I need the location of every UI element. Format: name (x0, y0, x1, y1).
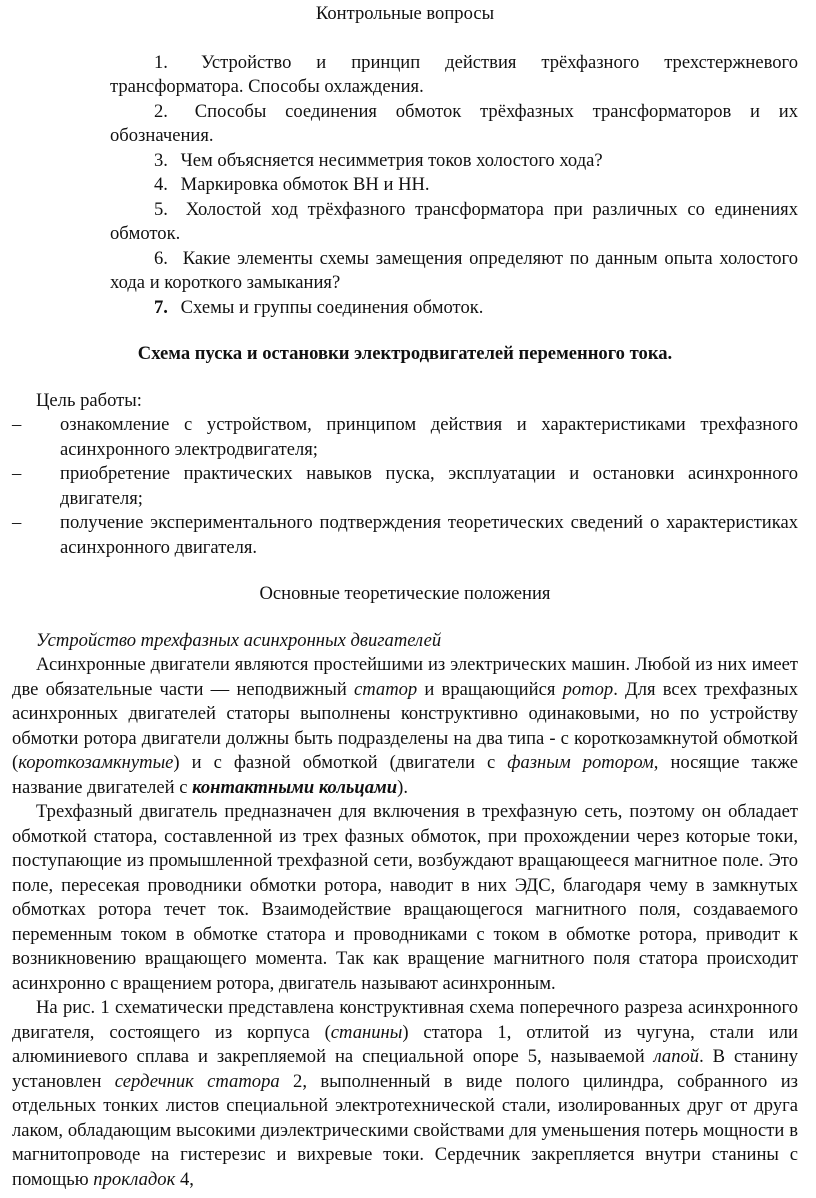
goal-label: Цель работы: (36, 389, 142, 411)
text-run: На рис. 1 схематически представлена конструктивная схема поперечного разреза асинхронного двигателя, состоящего из корпуса ( (12, 997, 798, 1043)
question-item (12, 173, 798, 198)
spacer (12, 367, 798, 389)
goal-item (12, 413, 798, 462)
text-run: . Для всех трехфазных асинхронных двигателей статоры выполнены конструктивно одинаковыми, но по устройству обмотки ротора двигатели должны быть подразделены на два типа - с короткозамкнутой обмоткой ( (12, 678, 798, 773)
questions-heading: Контрольные вопросы (315, 3, 495, 24)
question-number: 1. (154, 51, 168, 73)
text-run: . В станину установлен (12, 1046, 798, 1092)
question-text: Холостой ход трёхфазного трансформатора при различных со единениях обмоток. (110, 198, 798, 244)
spacer (12, 560, 798, 582)
question-item (12, 198, 798, 247)
term-spacers: прокладок (93, 1168, 176, 1190)
question-item (12, 51, 798, 100)
spacer (12, 607, 798, 629)
term-foot: лапой (653, 1046, 700, 1067)
term-slip-rings: контактными кольцами (192, 776, 398, 798)
question-number: 5. (154, 198, 168, 220)
term-rotor: ротор (562, 678, 614, 700)
text-run: ) статора 1, отлитой из чугуна, стали или алюминиевого сплава и закрепляемой на специальной опоре 5, называемой (12, 1021, 798, 1067)
paragraph-1 (12, 653, 798, 800)
question-text: Маркировка обмоток ВН и НН. (180, 174, 430, 195)
question-item (12, 296, 798, 321)
spacer (12, 27, 798, 51)
text-run: 2, выполненный в виде полого цилиндра, собранного из отдельных тонких листов специальной электротехнической стали, изолированных друг от друга лаком, обладающим высокими диэлектрическими свойствами для уменьшения потерь мощности в магнитопроводе на гистерезис и вихревые токи. Сердечник закрепляется внутри станины с помощью (12, 1070, 798, 1190)
text-run: ). (397, 776, 408, 798)
term-frame: станины (330, 1021, 403, 1043)
goal-text: получение экспериментального подтверждения теоретических сведений о характеристиках асинхронного двигателя. (60, 512, 798, 558)
spacer (12, 320, 798, 342)
text-run: 4, (175, 1168, 194, 1190)
paragraph-2: Трехфазный двигатель предназначен для включения в трехфазную сеть, поэтому он обладает обмоткой статора, составленной из трех фазных обмоток, при прохождении через которые токи, поступающие из промышленной трехфазной сети, возбуждают вращающееся магнитное поле. Это поле, пересекая проводники обмотки ротора, наводит в них ЭДС, благодаря чему в замкнутых обмотках ротора течет ток. Взаимодействие вращающегося магнитного поля, создаваемого переменным током в обмотке статора и проводниками с током в обмотке ротора, приводит к возникновению вращающего момента. Так как вращение магнитного поля статора происходит асинхронно с вращением ротора, двигатель называют асинхронным. (12, 801, 798, 994)
question-number: 2. (154, 100, 168, 122)
term-stator-core: сердечник статора (114, 1070, 280, 1092)
goals-list (12, 413, 798, 560)
goal-text: ознакомление с устройством, принципом действия и характеристиками трехфазного асинхронного электродвигателя; (60, 414, 798, 460)
text-run: и вращающийся (417, 678, 563, 700)
term-wound-rotor: фазным ротором (507, 752, 654, 773)
text-run: , носящие также название двигателей с (12, 752, 799, 798)
question-number: 6. (154, 247, 168, 269)
question-number: 3. (154, 149, 168, 171)
question-item (12, 100, 798, 149)
question-text: Схемы и группы соединения обмоток. (180, 296, 484, 318)
questions-list (12, 51, 798, 321)
subsection-title: Устройство трехфазных асинхронных двигателей (36, 629, 442, 651)
section-title: Основные теоретические положения (259, 583, 551, 604)
term-stator: статор (354, 678, 418, 700)
text-run: Асинхронные двигатели являются простейшими из электрических машин. Любой из них имеет две обязательные части — неподвижный (12, 654, 798, 700)
question-item (12, 247, 798, 296)
question-text: Устройство и принцип действия трёхфазного трехстержневого трансформатора. Способы охлаждения. (110, 51, 798, 97)
goal-text: приобретение практических навыков пуска, эксплуатации и остановки асинхронного двигателя; (60, 463, 798, 509)
goal-item (12, 462, 798, 511)
dash-bullet: – (12, 512, 22, 533)
lab-title: Схема пуска и остановки электродвигателей переменного тока. (137, 343, 673, 364)
question-number: 4. (154, 174, 168, 195)
question-number: 7. (154, 296, 168, 318)
text-run: ) и с фазной обмоткой (двигатели с (173, 752, 508, 773)
term-squirrel-cage: короткозамкнутые (18, 752, 174, 773)
question-text: Какие элементы схемы замещения определяют по данным опыта холостого хода и короткого замыкания? (110, 247, 798, 293)
question-item (12, 149, 798, 174)
question-text: Способы соединения обмоток трёхфазных трансформаторов и их обозначения. (110, 100, 798, 146)
paragraph-3 (12, 996, 798, 1192)
question-text: Чем объясняется несимметрия токов холостого хода? (180, 149, 603, 171)
dash-bullet: – (12, 414, 22, 435)
dash-bullet: – (12, 463, 22, 484)
goal-item (12, 511, 798, 560)
